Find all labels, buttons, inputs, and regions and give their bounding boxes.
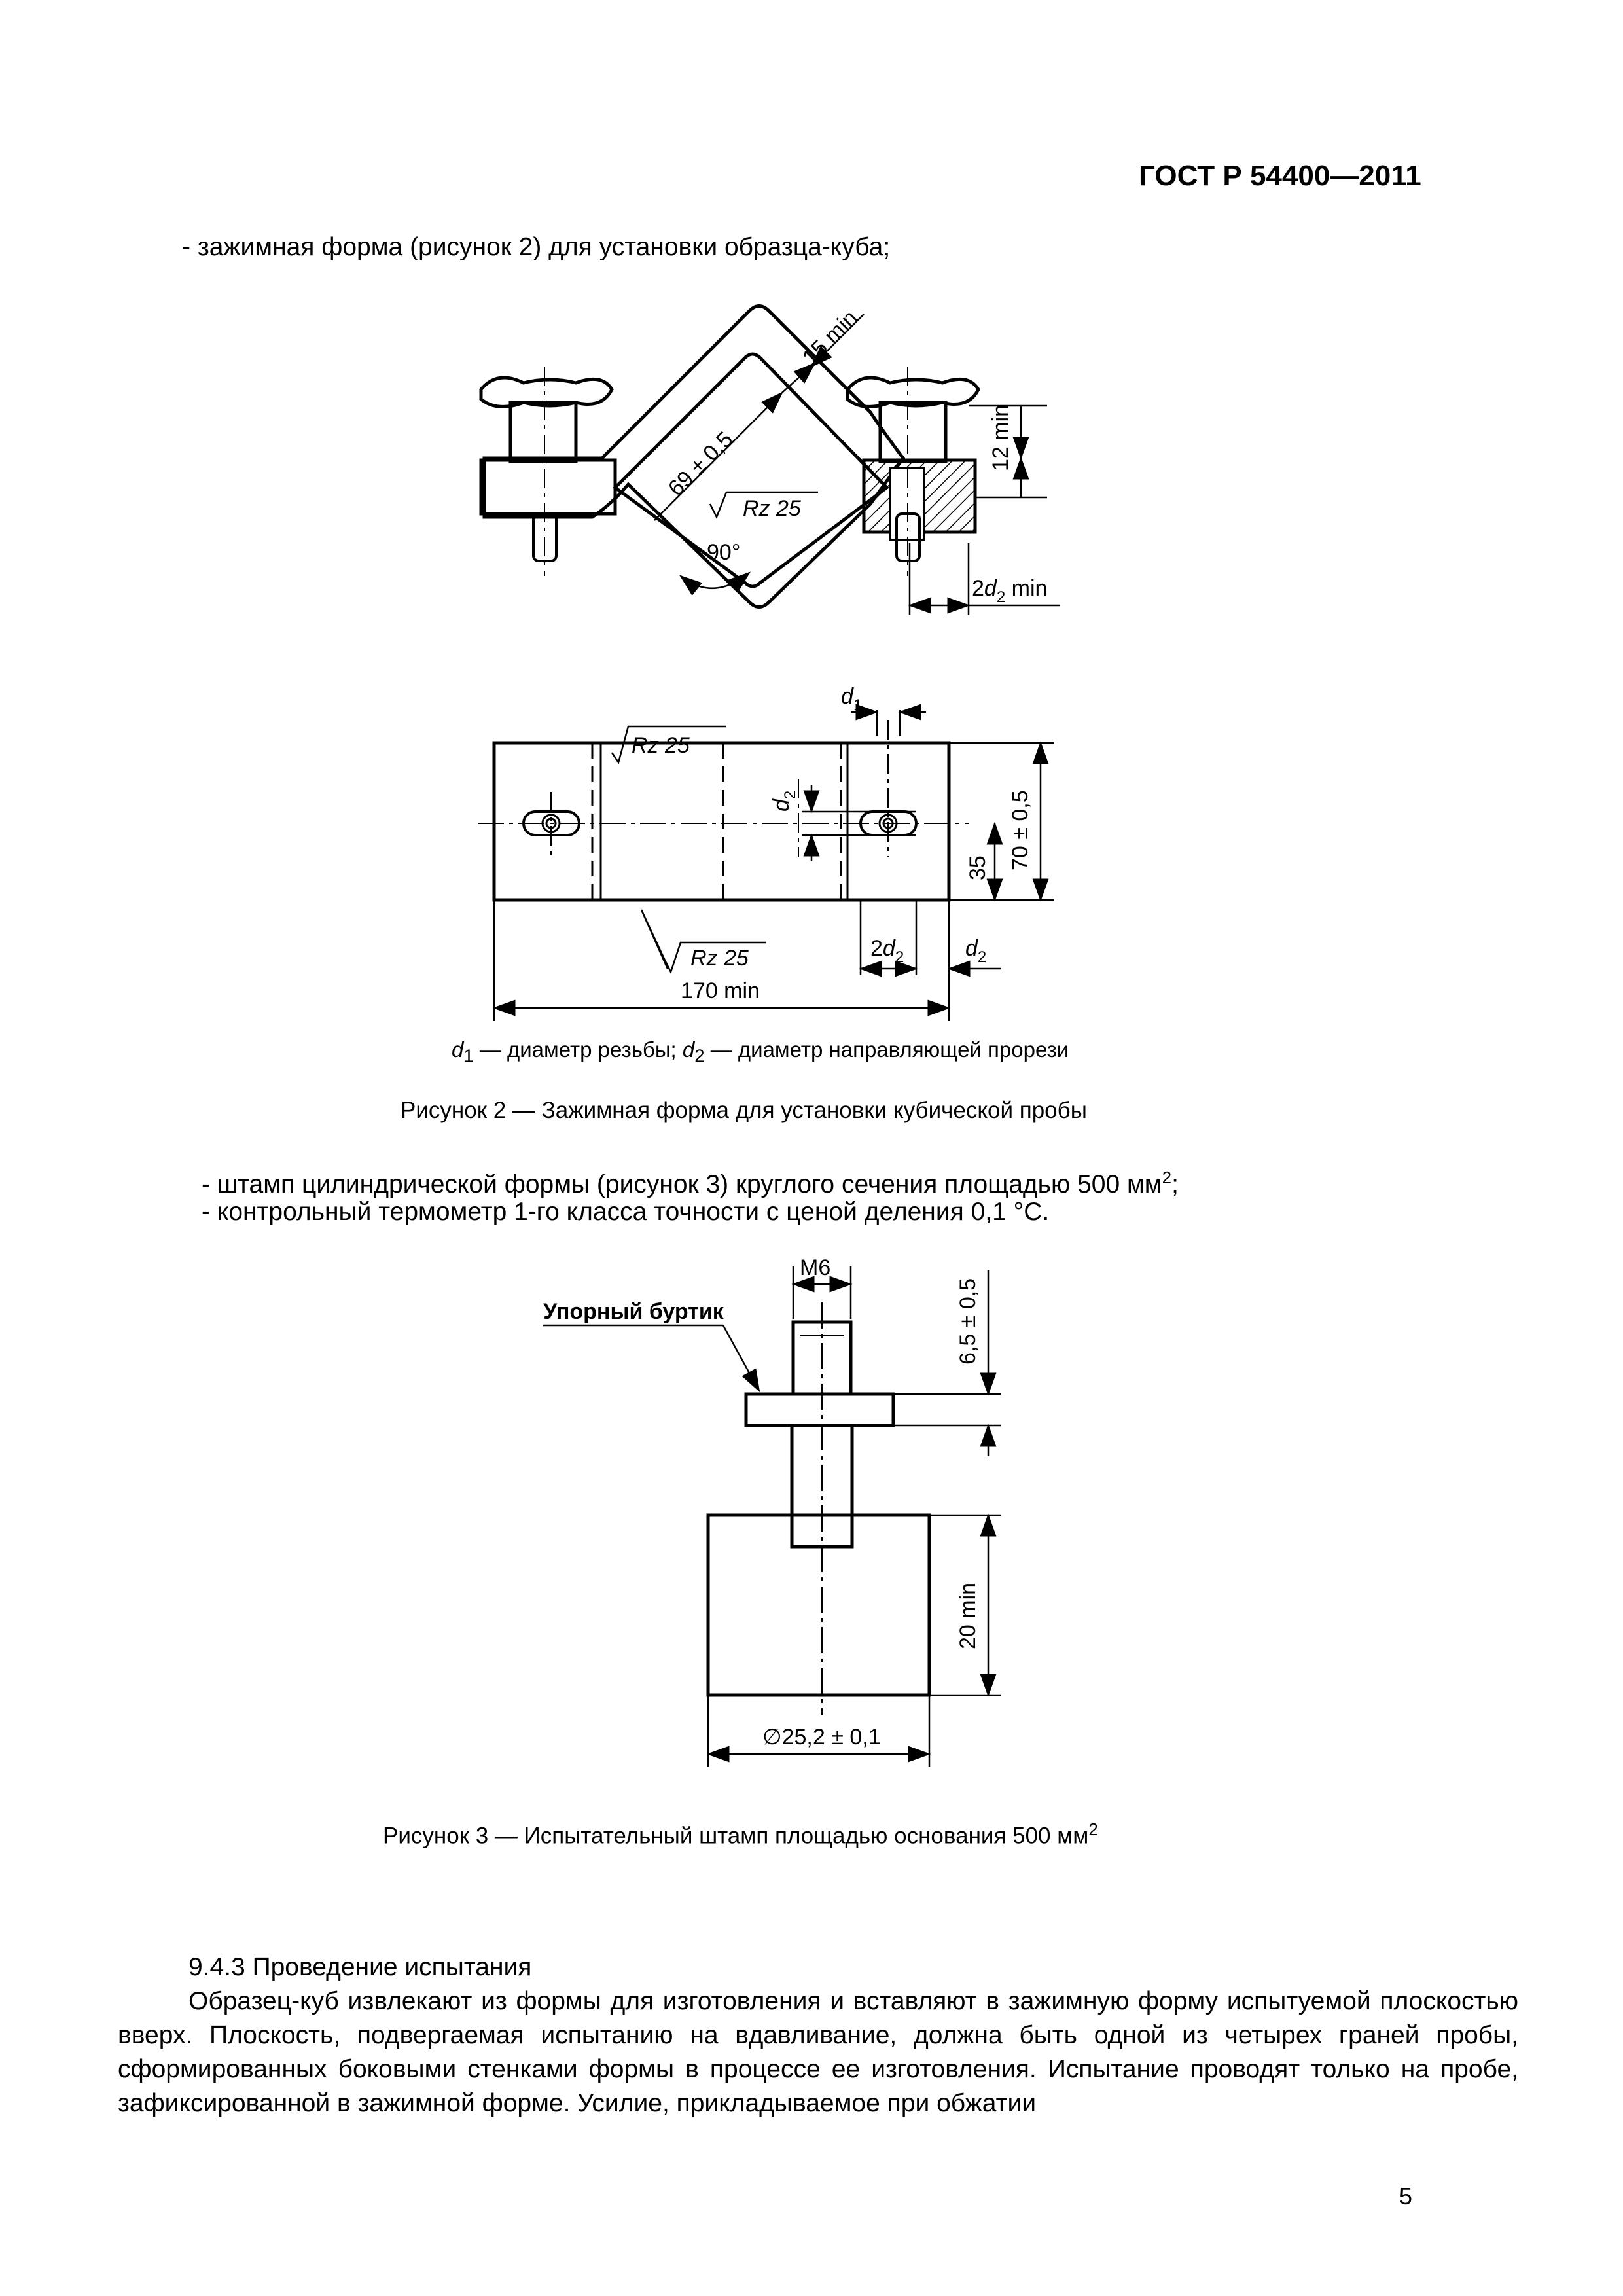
dim-2d2min: $2d_2$ min [972,576,1048,606]
list-item-2: - контрольный термометр 1-го класса точности с ценой деления 0,1 °С. [202,1198,1050,1226]
list-item-1: - штамп цилиндрической формы (рисунок 3) круглого сечения площадью 500 $мм^2$; [202,1168,1179,1198]
section-heading: 9.4.3 Проведение испытания [188,1953,532,1981]
stop-collar [746,1394,893,1426]
stamp-base [708,1515,929,1695]
figure-2-caption: Рисунок 2 — Зажимная форма для установки кубической пробы [401,1098,1087,1123]
dim-170min: 170 min [681,978,760,1003]
dim-69: 69 ± 0,5 [663,427,738,501]
figure-3-caption: Рисунок 3 — Испытательный штамп площадью основания 500 $мм^2$ [383,1820,1098,1849]
page-number: 5 [1399,2183,1413,2210]
dim-35: 35 [965,855,990,880]
dim-diameter: ∅25,2 ± 0,1 [762,1725,881,1749]
document-code: ГОСТ Р 54400—2011 [1139,160,1421,192]
dim-12min: 12 min [988,404,1013,471]
dim-d2: $d_2$ [965,936,987,966]
section-9-4-3 [118,1950,1518,2121]
figure-2-legend: $d_1$ — диаметр резьбы; $d_2$ — диаметр направляющей прорези [452,1037,1069,1066]
dim-angle: 90° [707,540,741,565]
dim-6-5: 6,5 ± 0,5 [955,1278,980,1365]
dim-20min: 20 min [955,1582,980,1649]
dim-15min: 15 min [797,305,863,370]
dim-2d2: $2d_2$ [870,936,904,966]
label-d2-vertical: $d_2$ [769,790,799,812]
rz-upper: Rz 25 [632,733,690,758]
label-m6: М6 [800,1255,831,1280]
rz-lower: Rz 25 [690,946,749,971]
section-body: Образец-куб извлекают из формы для изготовления и вставляют в зажимную форму испытуемой плоскостью вверх. Плоскость, подвергаемая испытанию на вдавливание, должна быть одной из четырех граней пробы, сформированных боковыми стенками формы в процессе ее изготовления. Испытание проводят только на пробе, зафиксированной в зажимной форме. Усилие, прикладываемое при обжатии [118,1987,1518,2117]
label-d1: $d_1$ [841,684,863,714]
dim-70: 70 ± 0,5 [1008,790,1033,870]
intro-line: - зажимная форма (рисунок 2) для установки образца-куба; [182,233,891,261]
label-collar: Упорный буртик [543,1299,724,1324]
rz-top: Rz 25 [743,496,801,521]
